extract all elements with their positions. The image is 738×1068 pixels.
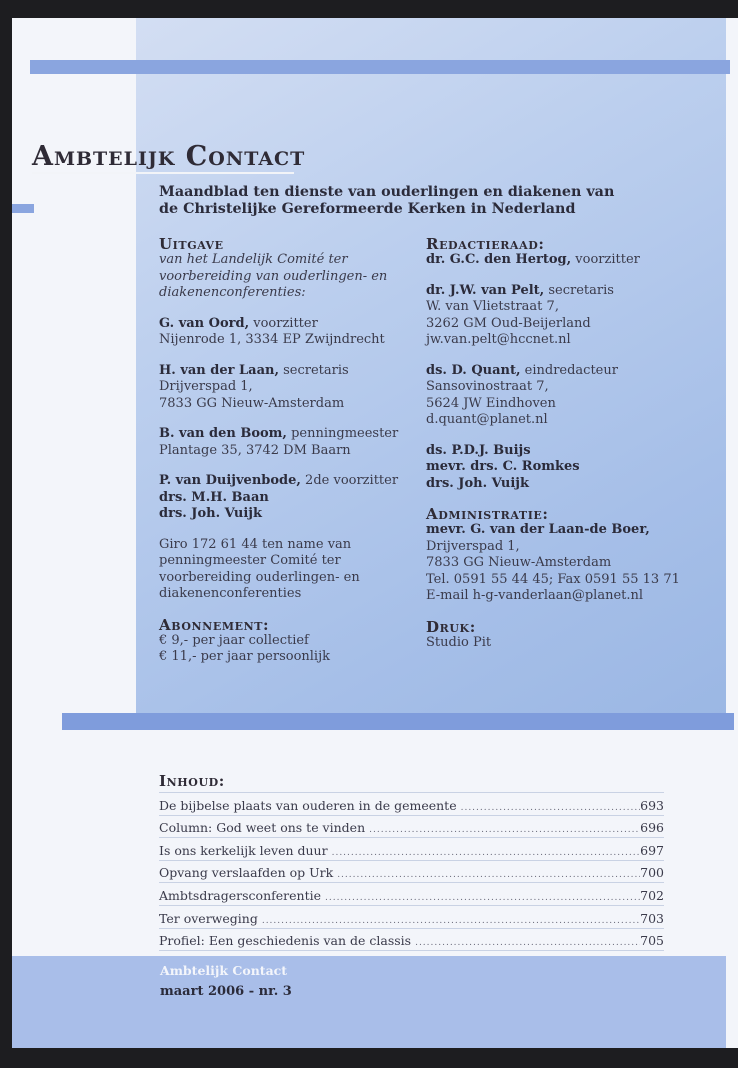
administratie-heading: Administratie: [426, 505, 549, 523]
contact-block [159, 426, 429, 459]
toc-leader-dots [365, 825, 640, 837]
contact-name: dr. G.C. den Hertog, [426, 252, 572, 267]
side-accent-tab [12, 204, 34, 213]
contact-address: 5624 JW Eindhoven [426, 395, 556, 411]
contact-name: mevr. G. van der Laan-de Boer, [426, 522, 650, 537]
contact-name: P. van Duijvenbode, [159, 473, 301, 488]
toc-leader-dots [457, 803, 641, 815]
contact-address: Nijenrode 1, 3334 EP Zwijndrecht [159, 332, 385, 347]
left-column [159, 236, 429, 666]
printer-name: Studio Pit [426, 634, 492, 650]
toc-leader-dots [321, 893, 640, 905]
abonnement-heading: Abonnement: [159, 615, 270, 634]
contact-block [426, 283, 726, 349]
contact-role: 2de voorzitter [300, 473, 399, 488]
contact-email: E-mail h-g-vanderlaan@planet.nl [426, 588, 644, 603]
toc-entry[interactable] [159, 882, 664, 905]
member-name: drs. M.H. Baan [159, 489, 269, 505]
contact-role: penningmeester [286, 426, 399, 441]
magazine-subtitle: Maandblad ten dienste van ouderlingen en diakenen van de Christelijke Gereformeerde Kerken in Nederland [159, 184, 615, 217]
toc-entry-title: Ter overweging [159, 910, 258, 926]
contact-address: W. van Vlietstraat 7, [426, 299, 559, 314]
giro-info: Giro 172 61 44 ten name van penningmeester Comité ter voorbereiding ouderlingen- en diakenenconferenties [159, 536, 360, 601]
toc-entry[interactable] [159, 928, 664, 952]
contact-block [426, 363, 726, 429]
table-of-contents [159, 792, 664, 951]
contact-address: Sansovinostraat 7, [426, 379, 549, 394]
middle-accent-bar [62, 713, 734, 730]
druk-heading: Druk: [426, 617, 476, 636]
toc-entry-page: 705 [640, 933, 664, 949]
contact-address: Drijverspad 1, [426, 538, 520, 554]
toc-entry-page: 696 [640, 820, 664, 836]
contact-role: secretaris [279, 362, 349, 378]
contact-name: ds. D. Quant, [426, 362, 521, 378]
uitgave-intro-text: van het Landelijk Comité ter voorbereiding van ouderlingen- en diakenenconferenties: [159, 252, 388, 300]
druk-block [426, 619, 726, 652]
toc-entry[interactable] [159, 860, 664, 883]
contact-address: 7833 GG Nieuw-Amsterdam [159, 395, 345, 411]
abonnement-line: € 9,- per jaar collectief [159, 632, 309, 648]
member-name: ds. P.D.J. Buijs [426, 442, 531, 458]
contact-name: H. van der Laan, [159, 362, 279, 378]
contact-block [159, 473, 429, 523]
toc-leader-dots [411, 938, 640, 950]
colophon-page [12, 18, 738, 1048]
top-accent-bar [30, 60, 730, 74]
footer-panel [12, 956, 726, 1048]
contact-name: G. van Oord, [159, 315, 250, 331]
toc-entry-page: 702 [640, 887, 664, 903]
contact-email: d.quant@planet.nl [426, 412, 548, 427]
administratie-block [426, 506, 726, 605]
toc-leader-dots [333, 870, 640, 882]
footer-issue-number: maart 2006 - nr. 3 [160, 984, 292, 999]
uitgave-heading: Uitgave [159, 235, 224, 253]
scan-border-bottom [0, 1046, 738, 1068]
contact-block [426, 252, 726, 269]
contact-block [159, 363, 429, 413]
toc-leader-dots [328, 848, 641, 860]
toc-entry[interactable] [159, 815, 664, 838]
toc-entry-page: 703 [640, 910, 664, 926]
contact-role: secretaris [544, 282, 614, 298]
contact-name: dr. J.W. van Pelt, [426, 282, 545, 298]
contact-address: 3262 GM Oud-Beijerland [426, 315, 591, 331]
scan-border-left [0, 0, 12, 1068]
uitgave-intro [159, 252, 429, 302]
title-underline [32, 172, 294, 174]
magazine-title: Ambtelijk Contact [32, 141, 306, 172]
redactieraad-heading: Redactieraad: [426, 235, 545, 253]
contact-address: Plantage 35, 3742 DM Baarn [159, 442, 351, 458]
toc-entry-page: 693 [640, 797, 664, 813]
members-block [426, 443, 726, 493]
abonnement-block [159, 617, 429, 666]
toc-entry[interactable] [159, 792, 664, 815]
contact-role: voorzitter [571, 252, 640, 267]
toc-entry-title: Column: God weet ons te vinden [159, 820, 366, 836]
contact-address: 7833 GG Nieuw-Amsterdam [426, 555, 612, 570]
toc-entry-title: De bijbelse plaats van ouderen in de gemeente [159, 797, 457, 813]
toc-entry[interactable] [159, 837, 664, 860]
toc-leader-dots [258, 916, 640, 928]
toc-entry-title: Opvang verslaafden op Urk [159, 865, 334, 881]
toc-entry-page: 697 [640, 842, 664, 858]
contact-block [159, 316, 429, 349]
abonnement-line: € 11,- per jaar persoonlijk [159, 649, 330, 664]
toc-entry[interactable] [159, 905, 664, 928]
toc-entry-page: 700 [640, 865, 664, 881]
contact-role: voorzitter [249, 315, 318, 331]
footer-publication-name: Ambtelijk Contact [160, 963, 288, 978]
contact-role: eindredacteur [520, 362, 618, 378]
toc-entry-title: Is ons kerkelijk leven duur [159, 842, 328, 858]
scan-border-top [0, 0, 738, 20]
contact-email: jw.van.pelt@hccnet.nl [426, 332, 571, 347]
right-column [426, 236, 726, 651]
toc-heading: Inhoud: [159, 772, 225, 790]
contact-phone: Tel. 0591 55 44 45; Fax 0591 55 13 71 [426, 571, 680, 587]
contact-address: Drijverspad 1, [159, 379, 253, 394]
member-name: drs. Joh. Vuijk [426, 475, 529, 491]
contact-name: B. van den Boom, [159, 426, 287, 441]
toc-entry-title: Ambtsdragersconferentie [159, 887, 321, 903]
member-name: mevr. drs. C. Romkes [426, 459, 580, 474]
toc-entry-title: Profiel: Een geschiedenis van de classis [159, 933, 412, 949]
member-name: drs. Joh. Vuijk [159, 506, 262, 521]
